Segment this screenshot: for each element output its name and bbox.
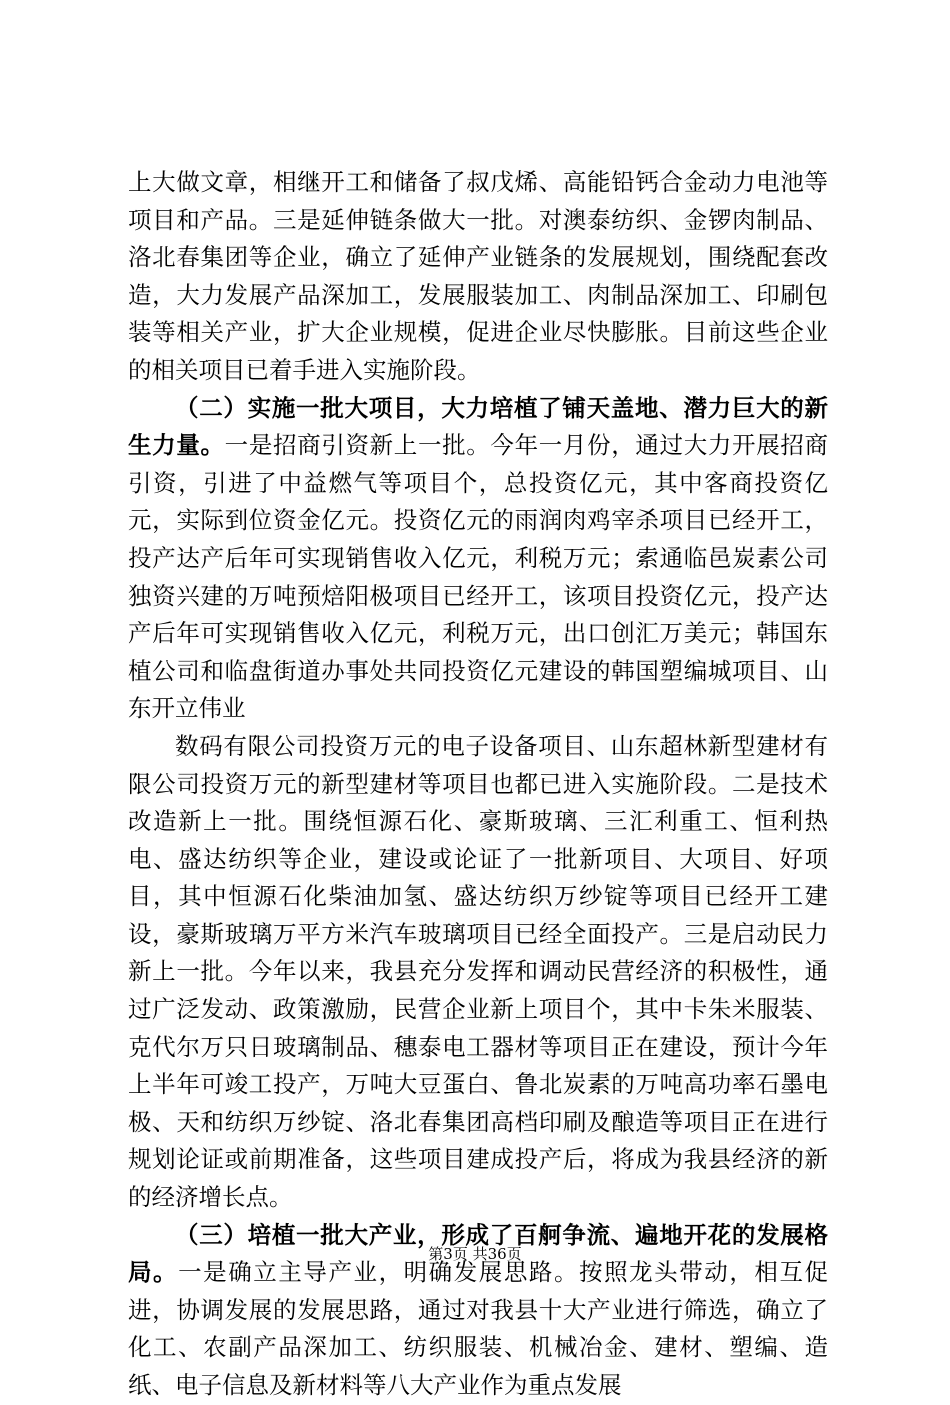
paragraph-3 — [128, 728, 828, 1217]
document-body — [128, 164, 828, 1405]
page-footer: 第3页 共36页 — [428, 1245, 522, 1263]
paragraph-3-text: 数码有限公司投资万元的电子设备项目、山东超林新型建材有限公司投资万元的新型建材等项目也都已进入实施阶段。二是技术改造新上一批。围绕恒源石化、豪斯玻璃、三汇利重工、恒利热电、盛达纺织等企业，建设或论证了一批新项目、大项目、好项目，其中恒源石化柴油加氢、盛达纺织万纱锭等项目已经开工建设，豪斯玻璃万平方米汽车玻璃项目已经全面投产。三是启动民力新上一批。今年以来，我县充分发挥和调动民营经济的积极性，通过广泛发动、政策激励，民营企业新上项目个，其中卡朱米服装、克代尔万只日玻璃制品、穗泰电工器材等项目正在建设，预计今年上半年可竣工投产，万吨大豆蛋白、鲁北炭素的万吨高功率石墨电极、天和纺织万纱锭、洛北春集团高档印刷及酿造等项目正在进行规划论证或前期准备，这些项目建成投产后，将成为我县经济的新的经济增长点。 — [128, 731, 828, 1212]
paragraph-4-text: 一是确立主导产业，明确发展思路。按照龙头带动，相互促进，协调发展的发展思路，通过对我县十大产业进行筛选，确立了化工、农副产品深加工、纺织服装、机械冶金、建材、塑编、造纸、电子信息及新材料等八大产业作为重点发展 — [128, 1258, 829, 1399]
paragraph-2-text: 一是招商引资新上一批。今年一月份，通过大力开展招商引资，引进了中益燃气等项目个，总投资亿元，其中客商投资亿元，实际到位资金亿元。投资亿元的雨润肉鸡宰杀项目已经开工，投产达产后年可实现销售收入亿元，利税万元；索通临邑炭素公司独资兴建的万吨预焙阳极项目已经开工，该项目投资亿元，投产达产后年可实现销售收入亿元，利税万元，出口创汇万美元；韩国东植公司和临盘街道办事处共同投资亿元建设的韩国塑编城项目、山东开立伟业 — [128, 431, 829, 723]
paragraph-1-text: 上大做文章，相继开工和储备了叔戊烯、高能铅钙合金动力电池等项目和产品。三是延伸链条做大一批。对澳泰纺织、金锣肉制品、洛北春集团等企业，确立了延伸产业链条的发展规划，围绕配套改造，大力发展产品深加工，发展服装加工、肉制品深加工、印刷包装等相关产业，扩大企业规模，促进企业尽快膨胀。目前这些企业的相关项目已着手进入实施阶段。 — [128, 168, 828, 384]
paragraph-2 — [128, 390, 828, 728]
paragraph-2-heading: （二）实施一批大项目，大力培植了铺天盖地、潜力巨大的新生力量。 — [128, 393, 828, 460]
paragraph-1 — [128, 164, 828, 390]
paragraph-4-heading: （三）培植一批大产业，形成了百舸争流、遍地开花的发展格局。 — [128, 1220, 828, 1287]
